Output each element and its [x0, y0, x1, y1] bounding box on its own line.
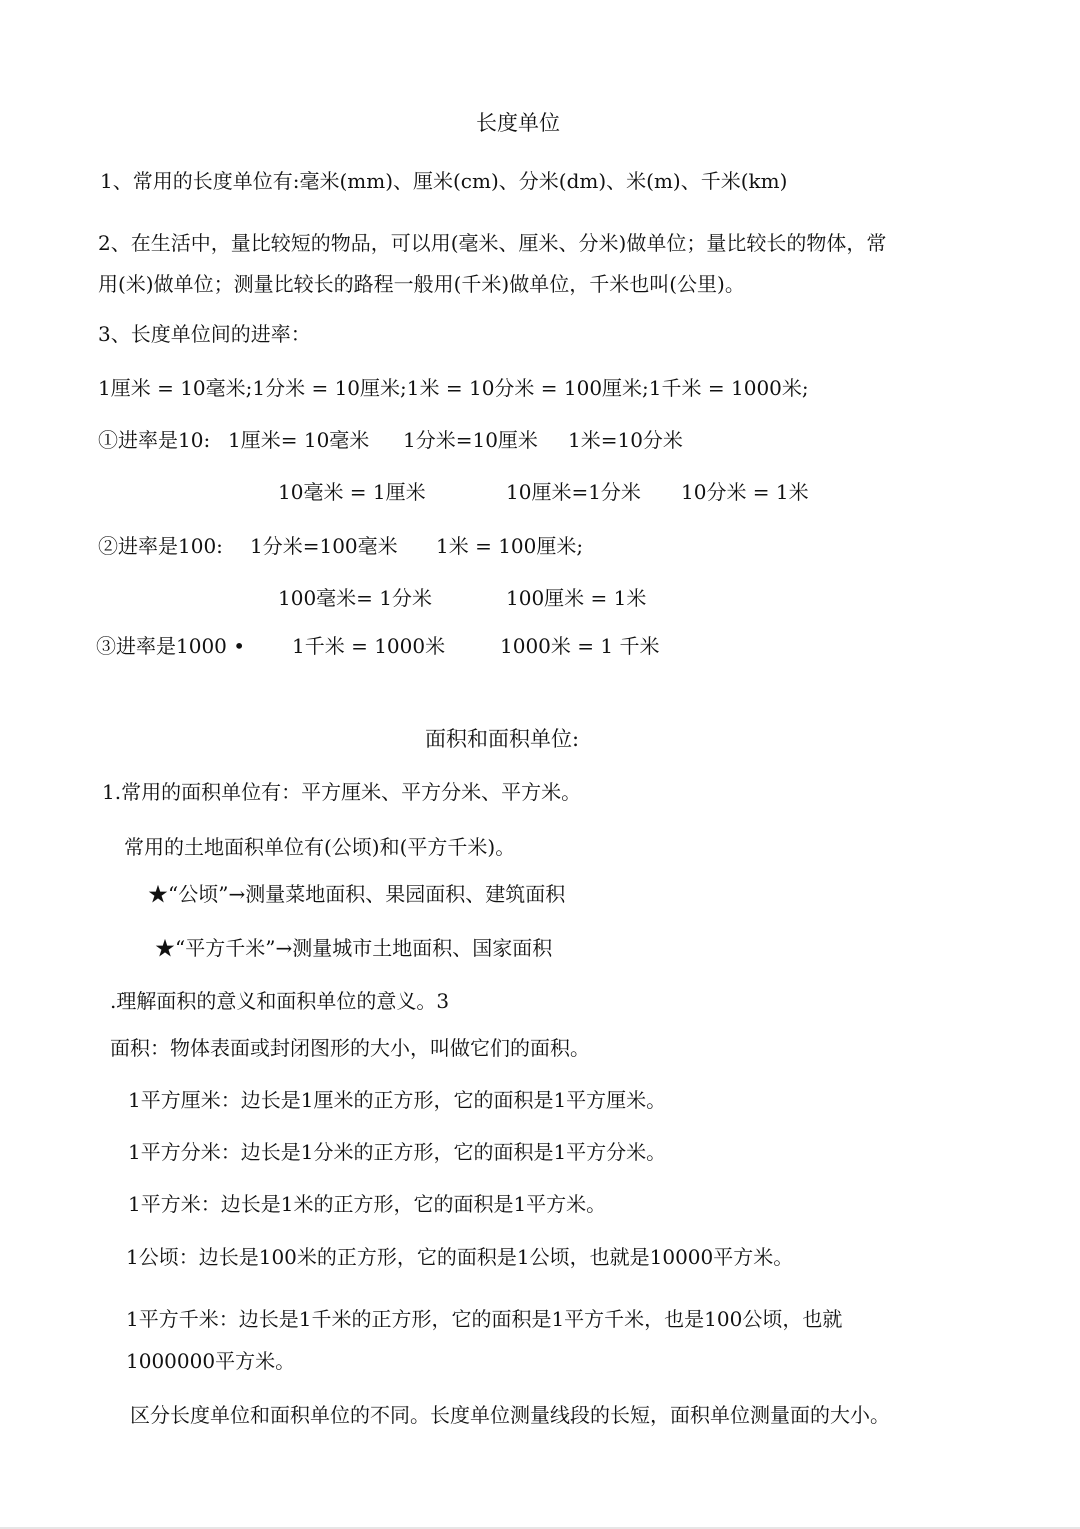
area-definition: 面积：物体表面或封闭图形的大小，叫做它们的面积。 [110, 1036, 590, 1060]
rate10-row2-item3: 10分米 = 1米 [681, 480, 809, 504]
length-section-title: 长度单位 [476, 111, 560, 135]
rate100-row2-item2: 100厘米 = 1米 [506, 586, 647, 610]
hectare-usage-note: ★“公顷”→测量菜地面积、果园面积、建筑面积 [148, 882, 566, 906]
rate10-row2-item1: 10毫米 = 1厘米 [278, 480, 426, 504]
length-rate-heading: 3、长度单位间的进率： [98, 322, 311, 346]
rate100-row1-item2: 1米 = 100厘米; [436, 534, 584, 558]
rate1000-row1-item1: 1千米 = 1000米 [292, 634, 446, 658]
sq-cm-definition: 1平方厘米：边长是1厘米的正方形，它的面积是1平方厘米。 [128, 1088, 667, 1112]
length-rate-summary: 1厘米 = 10毫米;1分米 = 10厘米;1米 = 10分米 = 100厘米;1千米 = 1000米; [98, 376, 809, 400]
hectare-definition: 1公顷：边长是100米的正方形，它的面积是1公顷，也就是10000平方米。 [126, 1245, 794, 1269]
area-meaning-heading: .理解面积的意义和面积单位的意义。3 [110, 989, 450, 1013]
length-usage-line2: 用(米)做单位；测量比较长的路程一般用(千米)做单位，千米也叫(公里)。 [98, 272, 745, 296]
rate10-row1-item2: 1分米=10厘米 [403, 428, 538, 452]
length-usage-line1: 2、在生活中，量比较短的物品，可以用(毫米、厘米、分米)做单位；量比较长的物体，常 [98, 231, 887, 255]
length-vs-area-note: 区分长度单位和面积单位的不同。长度单位测量线段的长短，面积单位测量面的大小。 [130, 1403, 890, 1427]
rate100-row1-item1: 1分米=100毫米 [250, 534, 398, 558]
sq-dm-definition: 1平方分米：边长是1分米的正方形，它的面积是1平方分米。 [128, 1140, 667, 1164]
sq-km-definition-line1: 1平方千米：边长是1千米的正方形，它的面积是1平方千米，也是100公顷，也就 [126, 1307, 843, 1331]
sq-m-definition: 1平方米：边长是1米的正方形，它的面积是1平方米。 [128, 1192, 607, 1216]
length-units-list: 1、常用的长度单位有:毫米(mm)、厘米(cm)、分米(dm)、米(m)、千米(km) [100, 169, 788, 193]
rate1000-row1-item2: 1000米 = 1 千米 [500, 634, 660, 658]
rate100-row2-item1: 100毫米= 1分米 [278, 586, 433, 610]
area-units-list: 1.常用的面积单位有：平方厘米、平方分米、平方米。 [102, 780, 582, 804]
rate10-row1-item3: 1米=10分米 [568, 428, 683, 452]
sq-km-definition-line2: 1000000平方米。 [126, 1349, 296, 1373]
rate100-label: ②进率是100: [98, 534, 223, 558]
rate1000-label: ③进率是1000 • [96, 634, 246, 658]
rate10-row2-item2: 10厘米=1分米 [506, 480, 641, 504]
area-section-title: 面积和面积单位: [425, 727, 580, 751]
sq-km-usage-note: ★“平方千米”→测量城市土地面积、国家面积 [155, 936, 553, 960]
land-area-units: 常用的土地面积单位有(公顷)和(平方千米)。 [124, 835, 516, 859]
rate10-label: ①进率是10: [98, 428, 211, 452]
rate10-row1-item1: 1厘米= 10毫米 [228, 428, 370, 452]
